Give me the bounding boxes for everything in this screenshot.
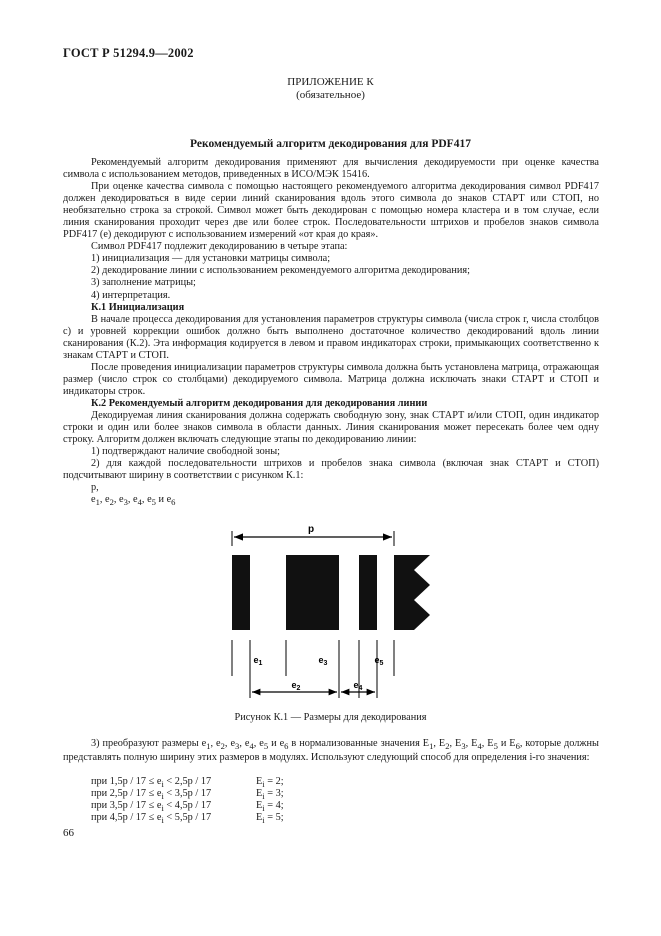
page-number: 66: [63, 827, 74, 839]
step-1: 1) подтверждают наличие свободной зоны;: [91, 446, 281, 458]
p-label: p: [307, 524, 315, 535]
rule-condition: при $2,5p / 17 \le e_i < 3,5p / 17$: [91, 788, 212, 802]
stages-intro: Символ PDF417 подлежит декодированию в четыре этапа:: [91, 241, 348, 253]
annex-status: (обязательное): [296, 89, 365, 101]
step-3: 3) преобразуют размеры $e_1$, $e_2$, $e_3$, $e_4$, $e_5$ и $e_6$ в нормализованные значения $E_1$, $E_2$, $E_3$, $E_4$, $E_5$ и $E_6$, которые должны представлять полную ширину этих размеров в модулях. Используют следующий способ для определения i-го значения:: [63, 738, 599, 764]
stage-item: 1) инициализация — для установки матрицы символа;: [91, 253, 331, 265]
measure-p: p,: [91, 482, 99, 494]
paragraph-intro-1: Рекомендуемый алгоритм декодирования применяют для вычисления декодируемости при оценке качества символа с использованием методов, приведенных в ИСО/МЭК 15416.: [63, 157, 599, 181]
paragraph-k2-1: Декодируемая линия сканирования должна содержать свободную зону, знак СТАРТ и/или СТОП, один индикатор строки и один или более знаков символа в области данных. Линия сканирования может пересекать более чем одну строку. Алгоритм должен включать следующие этапы по декодированию линии:: [63, 409, 599, 446]
section-title: Рекомендуемый алгоритм декодирования для PDF417: [190, 138, 471, 150]
stage-item: 3) заполнение матрицы;: [91, 277, 196, 289]
rule-condition: при $3,5p / 17 \le e_i < 4,5p / 17$: [91, 800, 212, 814]
document-header: ГОСТ Р 51294.9—2002: [63, 46, 194, 60]
bar-1: [232, 555, 250, 630]
e1-label: $e_1$: [253, 655, 263, 667]
figure-caption: Рисунок К.1 — Размеры для декодирования: [234, 712, 427, 723]
rule-result: $E_i = 5$;: [256, 812, 284, 826]
bar-4-torn-edge: [394, 555, 430, 630]
e2-label: $e_2$: [291, 680, 301, 692]
e3-label: $e_3$: [318, 655, 328, 667]
e5-label: $e_5$: [374, 655, 384, 667]
paragraph-k1-1: В начале процесса декодирования для установления параметров структуры символа (числа строк r, числа столбцов c) и уровней коррекции ошибок должно быть выполнено достаточное количество декодирований вдоль линии сканирования (К.2). Эта информация кодируется в левом и правом индикаторах строки, примыкающих соответственно к знакам СТАРТ и СТОП.: [63, 313, 599, 361]
rule-condition: при $4,5p / 17 \le e_i < 5,5p / 17$: [91, 812, 212, 826]
step-3-text: [63, 738, 599, 764]
annex-name: ПРИЛОЖЕНИЕ К: [287, 76, 374, 88]
heading-k2: К.2 Рекомендуемый алгоритм декодирования для декодирования линии: [91, 397, 428, 409]
heading-k1: К.1 Инициализация: [91, 301, 185, 313]
bar-2: [286, 555, 339, 630]
paragraph-k1-2: После проведения инициализации параметров структуры символа должна быть установлена матрица, отражающая размер (число строк со столбцами) декодируемого символа. Матрица должна исключать знаки СТАРТ и СТОП и индикаторы строк.: [63, 361, 599, 397]
paragraph-intro-2: При оценке качества символа с помощью настоящего рекомендуемого алгоритма декодирования символ PDF417 должен декодироваться в виде серии линий сканирования вдоль этого символа до знаков СТАРТ или СТОП, но необязательно строка за строкой. Символ может быть декодирован с помощью номера кластера и в том случае, если линия сканирования проходит через две или более строк. Последовательности штрихов и пробелов знаков символа PDF417 (e) декодируют с использованием измерений «от края до края».: [63, 181, 599, 241]
stage-item: 2) декодирование линии с использованием рекомендуемого алгоритма декодирования;: [91, 265, 470, 277]
measure-e: $e_1$, $e_2$, $e_3$, $e_4$, $e_5$ и $e_6$: [91, 494, 176, 508]
rule-result: $E_i = 3$;: [256, 788, 284, 802]
rule-result: $E_i = 4$;: [256, 800, 284, 814]
stage-item: 4) интерпретация.: [91, 289, 171, 301]
e4-label: $e_4$: [353, 680, 363, 692]
bar-3: [359, 555, 377, 630]
rule-result: $E_i = 2$;: [256, 776, 284, 790]
step-2: 2) для каждой последовательности штрихов и пробелов знака символа (включая знак СТАРТ и СТОП) подсчитывают ширину в соответствии с рисунком К.1:: [63, 458, 599, 482]
rule-condition: при $1,5p / 17 \le e_i < 2,5p / 17$: [91, 776, 212, 790]
